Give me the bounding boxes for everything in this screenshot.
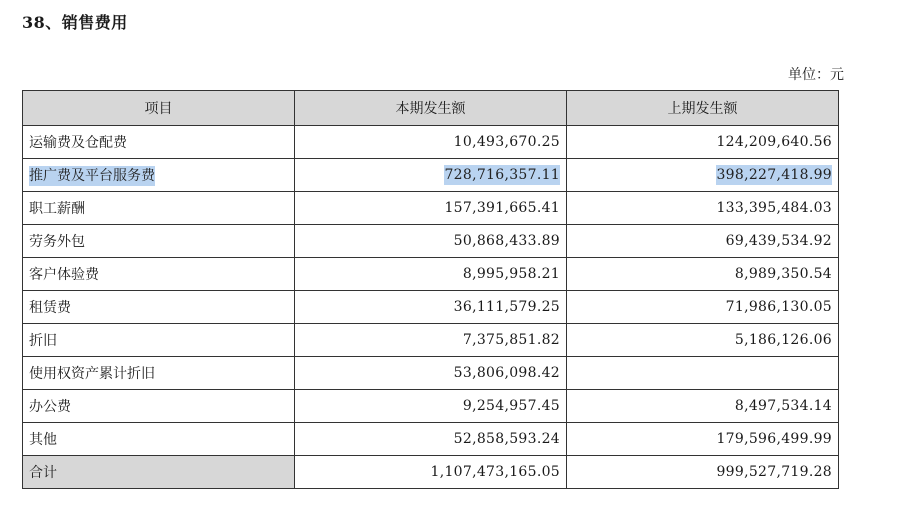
table-header-row bbox=[23, 91, 839, 126]
total-label: 合计 bbox=[23, 456, 295, 489]
table-row bbox=[23, 390, 839, 423]
table-row bbox=[23, 357, 839, 390]
row-item-label: 运输费及仓配费 bbox=[23, 126, 295, 159]
row-current-value: 52,858,593.24 bbox=[295, 423, 567, 456]
row-previous-value bbox=[567, 159, 839, 192]
row-item-label: 职工薪酬 bbox=[23, 192, 295, 225]
row-previous-value: 5,186,126.06 bbox=[567, 324, 839, 357]
row-item-label: 客户体验费 bbox=[23, 258, 295, 291]
table-row bbox=[23, 291, 839, 324]
row-current-value: 8,995,958.21 bbox=[295, 258, 567, 291]
row-current-value: 7,375,851.82 bbox=[295, 324, 567, 357]
row-previous-value: 69,439,534.92 bbox=[567, 225, 839, 258]
row-item-label: 其他 bbox=[23, 423, 295, 456]
table-row bbox=[23, 258, 839, 291]
table-row bbox=[23, 324, 839, 357]
unit-label: 单位：元 bbox=[788, 67, 844, 83]
row-previous-value: 8,497,534.14 bbox=[567, 390, 839, 423]
row-current-value: 10,493,670.25 bbox=[295, 126, 567, 159]
section-title: 38、销售费用 bbox=[22, 13, 128, 32]
row-current-value: 50,868,433.89 bbox=[295, 225, 567, 258]
header-current-period: 本期发生额 bbox=[295, 91, 567, 126]
table-row bbox=[23, 423, 839, 456]
highlighted-text: 728,716,357.11 bbox=[444, 167, 560, 183]
row-item-label bbox=[23, 159, 295, 192]
header-previous-period: 上期发生额 bbox=[567, 91, 839, 126]
row-previous-value: 124,209,640.56 bbox=[567, 126, 839, 159]
header-item: 项目 bbox=[23, 91, 295, 126]
row-item-label: 办公费 bbox=[23, 390, 295, 423]
table-row bbox=[23, 192, 839, 225]
row-item-label: 劳务外包 bbox=[23, 225, 295, 258]
table-row bbox=[23, 159, 839, 192]
highlighted-text: 398,227,418.99 bbox=[716, 167, 832, 183]
row-current-value: 9,254,957.45 bbox=[295, 390, 567, 423]
row-previous-value bbox=[567, 357, 839, 390]
table-row bbox=[23, 126, 839, 159]
table-total-row bbox=[23, 456, 839, 489]
total-previous-value: 999,527,719.28 bbox=[567, 456, 839, 489]
row-previous-value: 179,596,499.99 bbox=[567, 423, 839, 456]
row-current-value: 36,111,579.25 bbox=[295, 291, 567, 324]
row-item-label: 折旧 bbox=[23, 324, 295, 357]
highlighted-text: 推广费及平台服务费 bbox=[29, 168, 155, 184]
row-item-label: 使用权资产累计折旧 bbox=[23, 357, 295, 390]
row-previous-value: 71,986,130.05 bbox=[567, 291, 839, 324]
sales-expense-table bbox=[22, 90, 839, 489]
row-current-value: 53,806,098.42 bbox=[295, 357, 567, 390]
row-current-value: 157,391,665.41 bbox=[295, 192, 567, 225]
table-body bbox=[23, 126, 839, 489]
row-previous-value: 8,989,350.54 bbox=[567, 258, 839, 291]
row-item-label: 租赁费 bbox=[23, 291, 295, 324]
total-current-value: 1,107,473,165.05 bbox=[295, 456, 567, 489]
row-current-value bbox=[295, 159, 567, 192]
row-previous-value: 133,395,484.03 bbox=[567, 192, 839, 225]
table-row bbox=[23, 225, 839, 258]
